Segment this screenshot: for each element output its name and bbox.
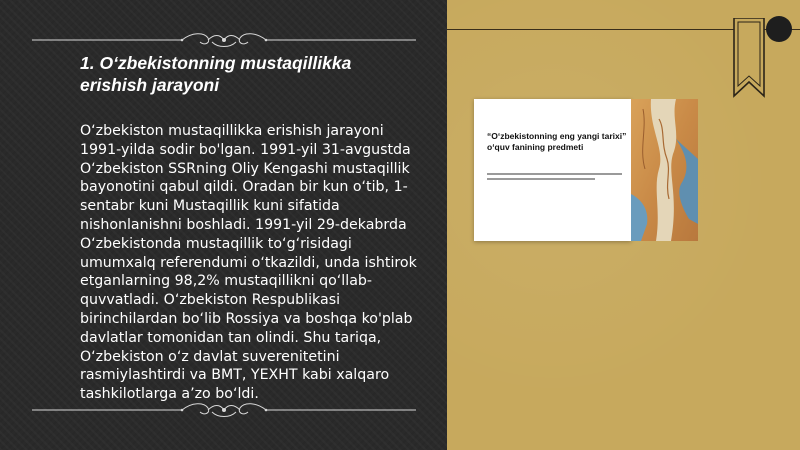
slide-body-text: O‘zbekiston mustaqillikka erishish jarayoni 1991-yilda sodir bo'lgan. 1991-yil 31-avgustda O‘zbekiston SSRning Oliy Kengashi mustaqillik bayonotini qabul qildi. Oradan bir kun o‘tib, 1-sentabr kuni Mustaqillik kuni sifatida nishonlanishni boshladi. 1991-yil 29-dekabrda O‘zbekistonda mustaqillik to‘g‘risidagi umumxalq referendumi o‘tkazildi, unda ishtirok etganlarning 98,2% mustaqillikni qo‘llab-quvvatladi. O‘zbekiston Respublikasi birinchilardan bo‘lib Rossiya va boshqa ko'plab davlatlar tomonidan tan olindi. Shu tariqa, O‘zbekiston o‘z davlat suverenitetini rasmiylashtirdi va BMT, YEXHT kabi xalqaro tashkilotlarga a’zo bo‘ldi. [80,123,417,403]
thumbnail-card [474,99,631,241]
thumbnail-title: “O‘zbekistonning eng yangi tarixi” o‘quv fanining predmeti [487,131,627,152]
corner-dot [766,16,792,42]
bookmark-icon [733,18,765,98]
map-image [631,99,698,241]
ornament-divider-top [32,30,416,50]
slide-title: 1. O‘zbekistonning mustaqillikka erishish jarayoni [80,53,352,95]
thumbnail-subtitle-lines [487,173,622,185]
